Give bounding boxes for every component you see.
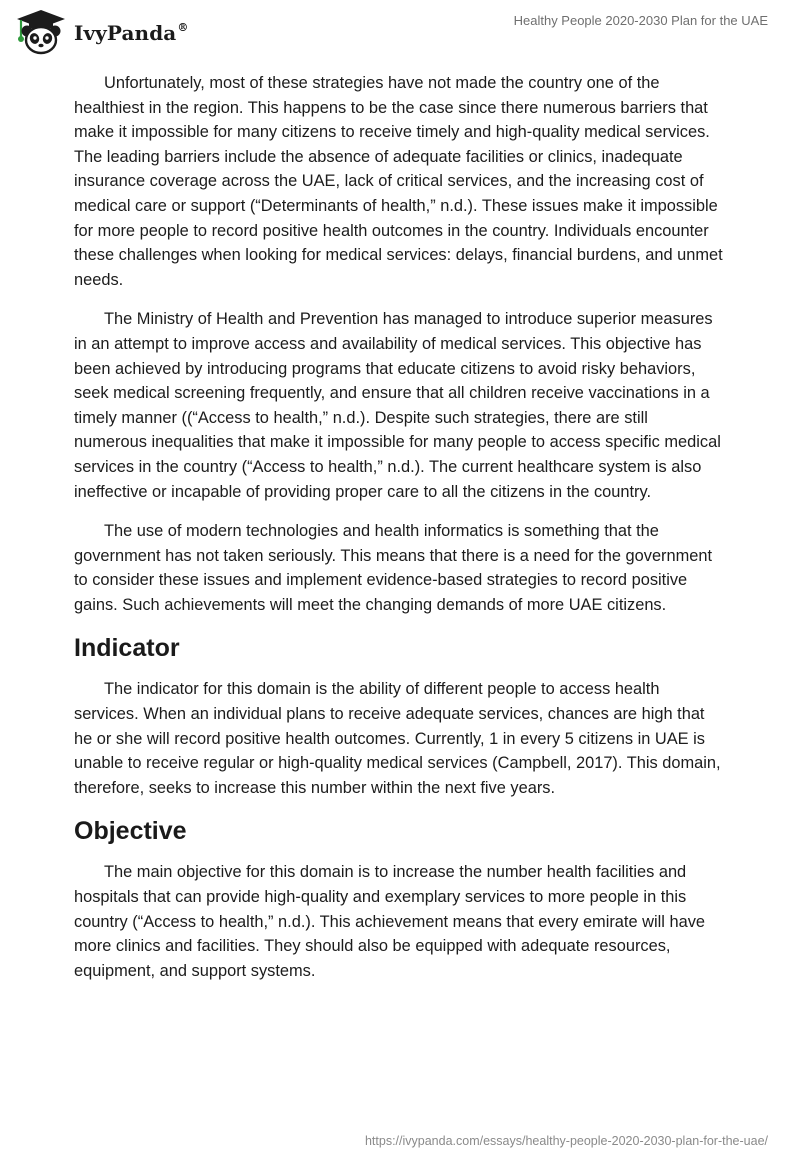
paragraph-barriers: Unfortunately, most of these strategies have not made the country one of the healthiest in the region. This happens to be the case since there numerous barriers that make it impossible for many citizens to receive timely and high-quality medical services. The leading barriers include the absence of adequate facilities or clinics, inadequate insurance coverage across the UAE, lack of critical services, and the increasing cost of medical care or support (“Determinants of health,” n.d.). These issues make it impossible for more people to record positive health outcomes in the country. Individuals encounter these challenges when looking for medical services: delays, financial burdens, and unmet needs.	[74, 74, 723, 289]
paragraph-objective: The main objective for this domain is to increase the number health facilities and hospitals that can provide high-quality and exemplary services to more people in this country (“Access to health,” n.d.). This achievement means that every emirate will have more clinics and facilities. They should also be equipped with adequate resources, equipment, and support systems.	[74, 863, 706, 980]
heading-indicator: Indicator	[74, 634, 180, 663]
article-body	[74, 71, 724, 998]
heading-objective: Objective	[74, 817, 187, 846]
brand-name: IvyPanda®	[74, 21, 189, 45]
panda-graduate-icon	[14, 8, 68, 56]
brand-logo[interactable]	[14, 8, 188, 56]
document-title: Healthy People 2020-2030 Plan for the UAE	[513, 13, 768, 28]
paragraph-ministry-measures: The Ministry of Health and Prevention has managed to introduce superior measures in an attempt to improve access and availability of medical services. This objective has been achieved by introducing programs that educate citizens to avoid risky behaviors, seek medical screening frequently, and ensure that all children receive vaccinations in a timely manner ((“Access to health,” n.d.). Despite such strategies, there are still numerous inequalities that make it impossible for many people to access specific medical services in the country (“Access to health,” n.d.). The current healthcare system is also ineffective or incapable of providing proper care to all the citizens in the country.	[74, 310, 721, 501]
page-header	[0, 0, 800, 66]
paragraph-technology: The use of modern technologies and health informatics is something that the government has not taken seriously. This means that there is a need for the government to consider these issues and implement evidence-based strategies to record positive gains. Such achievements will meet the changing demands of more UAE citizens.	[74, 522, 713, 614]
registered-mark: ®	[177, 21, 189, 34]
source-url-link[interactable]: https://ivypanda.com/essays/healthy-people-2020-2030-plan-for-the-uae/	[364, 1134, 768, 1148]
paragraph-indicator: The indicator for this domain is the ability of different people to access health services. When an individual plans to receive adequate services, chances are high that he or she will record positive health outcomes. Currently, 1 in every 5 citizens in UAE is unable to receive regular or high-quality medical services (Campbell, 2017). This domain, therefore, seeks to increase this number within the next five years.	[74, 680, 721, 797]
